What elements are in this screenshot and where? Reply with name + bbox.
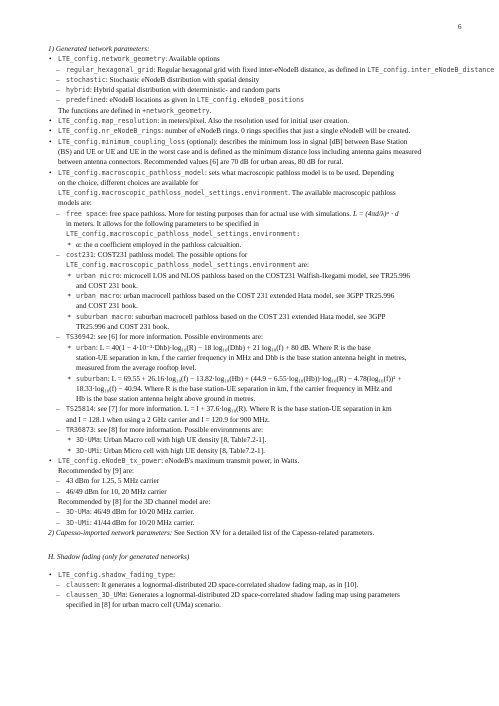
option-hybrid: – hybrid: Hybrid spatial distribution with deterministic- and random parts: [48, 85, 466, 95]
free-space-alpha: ∗ α: the α coefficient employed in the pathloss calcualtion.: [48, 240, 466, 250]
cost231-urban-micro: ∗ urban micro: microcell LOS and NLOS pathloss based on the COST231 Walfish-Ikegami model, see TR25.996: [48, 271, 466, 281]
cost231-urban-macro: ∗ urban macro: urban macrocell pathloss based on the COST 231 extended Hata model, see 3GPP TR25.996: [48, 291, 466, 301]
param-minimum-coupling-loss: • LTE_config.minimum_coupling_loss (optional): describes the minimum loss in signal [dB] between Base Station: [48, 137, 466, 147]
param-minimum-coupling-loss-line3: between antenna connectors. Recommended values [6] are 70 dB for urban areas, 80 dB for rural.: [58, 157, 344, 167]
param-shadow-fading-type: • LTE_config.shadow_fading_type:: [48, 570, 466, 580]
pathloss-model-line2: on the choice, different choices are available for: [58, 177, 199, 187]
cost231-urban-macro-line2: and COST 231 book.: [76, 301, 138, 311]
model-cost231: – cost231: COST231 pathloss model. The possible options for: [48, 250, 466, 260]
section-heading-generated: 1) Generated network parameters:: [48, 44, 150, 53]
tr36873-3d-umi: ∗ 3D-UMi: Urban Micro cell with high UE density [8, Table7.2-1].: [48, 446, 466, 456]
param-network-geometry: • LTE_config.network_geometry: Available options: [48, 54, 466, 64]
param-enodeb-tx-power: • LTE_config.eNodeB_tx_power: eNodeB's maximum transmit power, in Watts.: [48, 456, 466, 466]
param-nr-enodeb-rings: • LTE_config.nr_eNodeB_rings: number of eNodeB rings. 0 rings specifies that just a single eNodeB will be created.: [48, 126, 466, 136]
option-regular-hexagonal-grid: – regular_hexagonal_grid: Regular hexagonal grid with fixed inter-eNodeB distance, as defined in LTE_config.inter_eNodeB_distance: [48, 65, 466, 75]
shadow-option-claussen-3d-uma: – claussen_3D_UMa: Generates a lognormal-distributed 2D space-correlated shadow fading map using parameters: [48, 590, 466, 600]
shadow-option-claussen-3d-uma-line2: specified in [8] for urban macro cell (UMa) scenario.: [66, 600, 221, 610]
cost231-urban-micro-line2: and COST 231 book.: [76, 280, 138, 290]
model-cost231-line2: LTE_config.macroscopic_pathloss_model_settings.environment are:: [66, 260, 310, 270]
model-ts25814-line2: and I = 128.1 when using a 2 GHz carrier and I = 120.9 for 900 MHz.: [66, 414, 270, 424]
ts36942-suburban-line2: 18.33·log₁₀(f) − 40.94. Where R is the base station-UE separation in km, f the carrier frequency in MHz and: [76, 383, 392, 393]
model-tr36873: – TR36873: see [8] for more information. Possible environments are:: [48, 425, 466, 435]
section-heading-shadow-fading: H. Shadow fading (only for generated networks): [48, 552, 190, 562]
shadow-option-claussen: – claussen: It generates a lognormal-distributed 2D space-correlated shadow fading map, as in [10].: [48, 580, 466, 590]
ts36942-urban-line2: station-UE separation in km, f the carrier frequency in MHz and Dhb is the base station antenna height in metres,: [76, 352, 407, 362]
rec9-item-b: – 46/49 dBm for 10, 20 MHz carrier: [48, 487, 466, 497]
rec8-item-3d-uma: – 3D-UMa: 46/49 dBm for 10/20 MHz carrier.: [48, 507, 466, 517]
section-capesso: 2) Capesso-imported network parameters: See Section XV for a detailed list of the Capesso-related parameters.: [48, 527, 375, 537]
rec8-item-3d-umi: – 3D-UMi: 41/44 dBm for 10/20 MHz carrier.: [48, 518, 466, 528]
option-stochastic: – stochastic: Stochastic eNodeB distribution with spatial density: [48, 75, 466, 85]
page-content: [48, 44, 495, 611]
param-minimum-coupling-loss-line2: (BS) and UE or UE and UE in the worst case and is defined as the minimum distance loss including antenna gains measured: [58, 146, 422, 156]
model-free-space-line2: in meters. It allows for the following parameters to be specified in: [66, 219, 259, 229]
ts36942-urban-line3: measured from the average rooftop level.: [76, 363, 197, 373]
param-map-resolution: • LTE_config.map_resolution: in meters/pixel. Also the resolution used for initial user creation.: [48, 116, 466, 126]
cost231-suburban-macro: ∗ suburban macro: suburban macrocell pathloss based on the COST 231 extended Hata model, see 3GPP: [48, 312, 466, 322]
model-free-space-line3: LTE_config.macroscopic_pathloss_model_settings.environment:: [66, 230, 301, 239]
tr36873-3d-uma: ∗ 3D-UMa: Urban Macro cell with high UE density [8, Table7.2-1].: [48, 435, 466, 445]
model-free-space: – free space: free space pathloss. More for testing purposes than for actual use with simulations. L = (4πd/λ)ᵅ · d: [48, 209, 466, 219]
heading-gap: [48, 563, 466, 570]
functions-note: The functions are defined in +network_geometry.: [58, 105, 212, 115]
pathloss-model-line4: models are:: [58, 198, 92, 208]
model-ts36942: – TS36942: see [6] for more information. Possible environments are:: [48, 332, 466, 342]
model-ts25814: – TS25814: see [7] for more information. L = I + 37.6·log₁₀(R). Where R is the base station-UE separation in km: [48, 404, 466, 414]
page-number: 6: [458, 23, 462, 31]
pathloss-model-line3: LTE_config.macroscopic_pathloss_model_settings.environment. The available macroscopic pathloss: [58, 188, 396, 198]
cost231-suburban-macro-line2: TR25.996 and COST 231 book.: [76, 322, 170, 332]
ts36942-urban: ∗ urban: L = 40(1 − 4·10⁻³·Dhb)·log₁₀(R) − 18 log₁₀(Dhb) + 21 log₁₀(f) + 80 dB. Where R is the base: [48, 343, 466, 353]
rec9-item-a: – 43 dBm for 1.25, 5 MHz carrier: [48, 476, 466, 486]
option-predefined: – predefined: eNodeB locations as given in LTE_config.eNodeB_positions: [48, 95, 466, 105]
recommended-by-9: Recommended by [9] are:: [58, 466, 134, 476]
ts36942-suburban: ∗ suburban: L = 69.55 + 26.16·log₁₀(f) − 13.82·log₁₀(Hb) + (44.9 − 6.55·log₁₀(Hb))·log₁₀(R) − 4.78(log₁₀(f))² +: [48, 374, 466, 384]
recommended-by-8: Recommended by [8] for the 3D channel model are:: [58, 497, 211, 507]
section-gap: [48, 538, 466, 552]
ts36942-suburban-line3: Hb is the base station antenna height above ground in metres.: [76, 394, 256, 404]
param-macroscopic-pathloss-model: • LTE_config.macroscopic_pathloss_model: sets what macroscopic pathloss model is to be used. Depending: [48, 168, 466, 178]
